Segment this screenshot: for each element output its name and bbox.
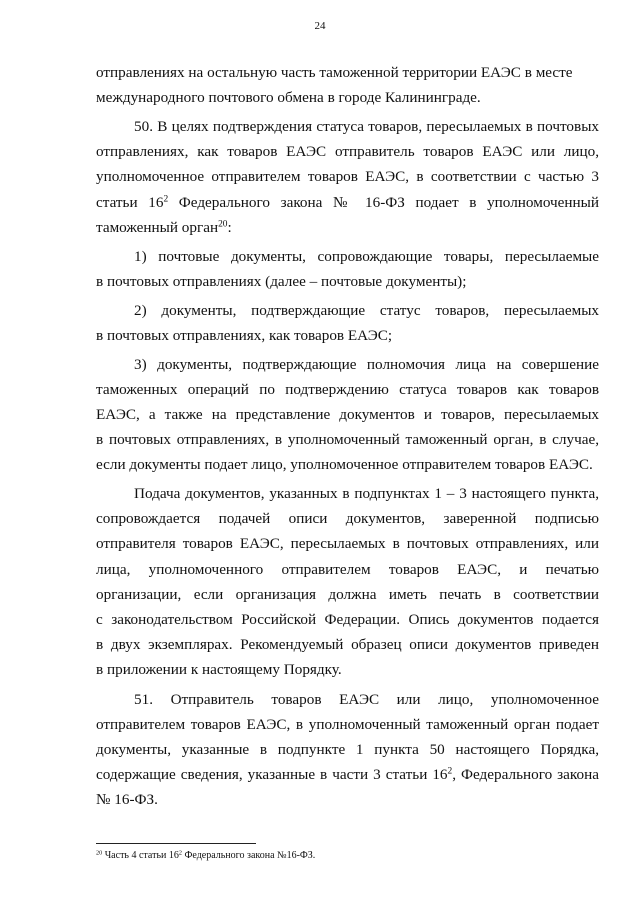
text-line: документы, указанные в подпункте 1 пункта 50 настоящего Порядка, [96,741,599,758]
text-run: содержащие сведения, указанные в части 3 статьи 16 [96,766,448,783]
text-line: в почтовых отправлениях, как товаров ЕАЭС; [96,327,393,344]
text-line: в двух экземплярах. Рекомендуемый образец описи документов приведен [96,636,599,653]
text-line: таможенных операций по подтверждению статуса товаров как товаров [96,381,599,398]
text-line: сопровождается подачей описи документов, заверенной подписью [96,510,599,527]
text-run: статьи 16 [96,194,164,211]
footnote [96,849,315,863]
footnote-reference: 20 [218,219,228,230]
text-line: 50. В целях подтверждения статуса товаров, пересылаемых в почтовых [134,118,599,135]
page-number: 24 [314,20,326,32]
text-line: 2) документы, подтверждающие статус товаров, пересылаемых [134,302,599,319]
footnote-text: Федерального закона №16-ФЗ. [181,850,316,861]
text-line: ЕАЭС, а также на представление документов и товаров, пересылаемых [96,406,599,423]
text-line: 51. Отправитель товаров ЕАЭС или лицо, уполномоченное [134,691,599,708]
text-line: Подача документов, указанных в подпунктах 1 – 3 настоящего пункта, [134,485,599,502]
text-run: , Федерального закона [452,766,599,783]
footnote-separator [96,843,256,844]
text-run: таможенный орган [96,219,219,236]
text-line: организации, если организация должна иметь печать в соответствии [96,586,599,603]
text-line: отправителем товаров ЕАЭС, в уполномоченный таможенный орган подает [96,716,599,733]
superscript: 2 [163,194,169,205]
text-line: уполномоченное отправителем товаров ЕАЭС, в соответствии с частью 3 [96,168,599,185]
superscript: 2 [447,766,453,777]
footnote-marker: 20 [96,849,103,857]
text-line: в приложении к настоящему Порядку. [96,661,342,678]
text-line: в почтовых отправлениях (далее – почтовые документы); [96,273,467,290]
text-line: отправителя товаров ЕАЭС, пересылаемых в почтовых отправлениях, или [96,535,599,552]
superscript: 2 [178,849,182,857]
text-line: 1) почтовые документы, сопровождающие товары, пересылаемые [134,248,599,265]
text-line: отправлениях на остальную часть таможенной территории ЕАЭС в месте [96,64,573,81]
text-line: 3) документы, подтверждающие полномочия лица на совершение [134,356,599,373]
text-line: если документы подает лицо, уполномоченное отправителем товаров ЕАЭС. [96,456,593,473]
text-line: № 16-ФЗ. [96,791,158,808]
footnote-text: Часть 4 статьи 16 [102,850,179,861]
text-line: в почтовых отправлениях, в уполномоченный таможенный орган, в случае, [96,431,599,448]
text-line [96,192,599,214]
text-run: : [227,219,232,236]
text-run: Федерального закона № 16-ФЗ подает в уполномоченный [168,194,599,211]
text-line: с законодательством Российской Федерации. Опись документов подается [96,611,599,628]
text-line: международного почтового обмена в городе Калининграде. [96,89,481,106]
text-line [96,764,599,786]
text-line: отправлениях, как товаров ЕАЭС отправитель товаров ЕАЭС или лицо, [96,143,599,160]
text-line [96,217,599,239]
text-line: лица, уполномоченного отправителем товаров ЕАЭС, и печатью [96,561,599,578]
